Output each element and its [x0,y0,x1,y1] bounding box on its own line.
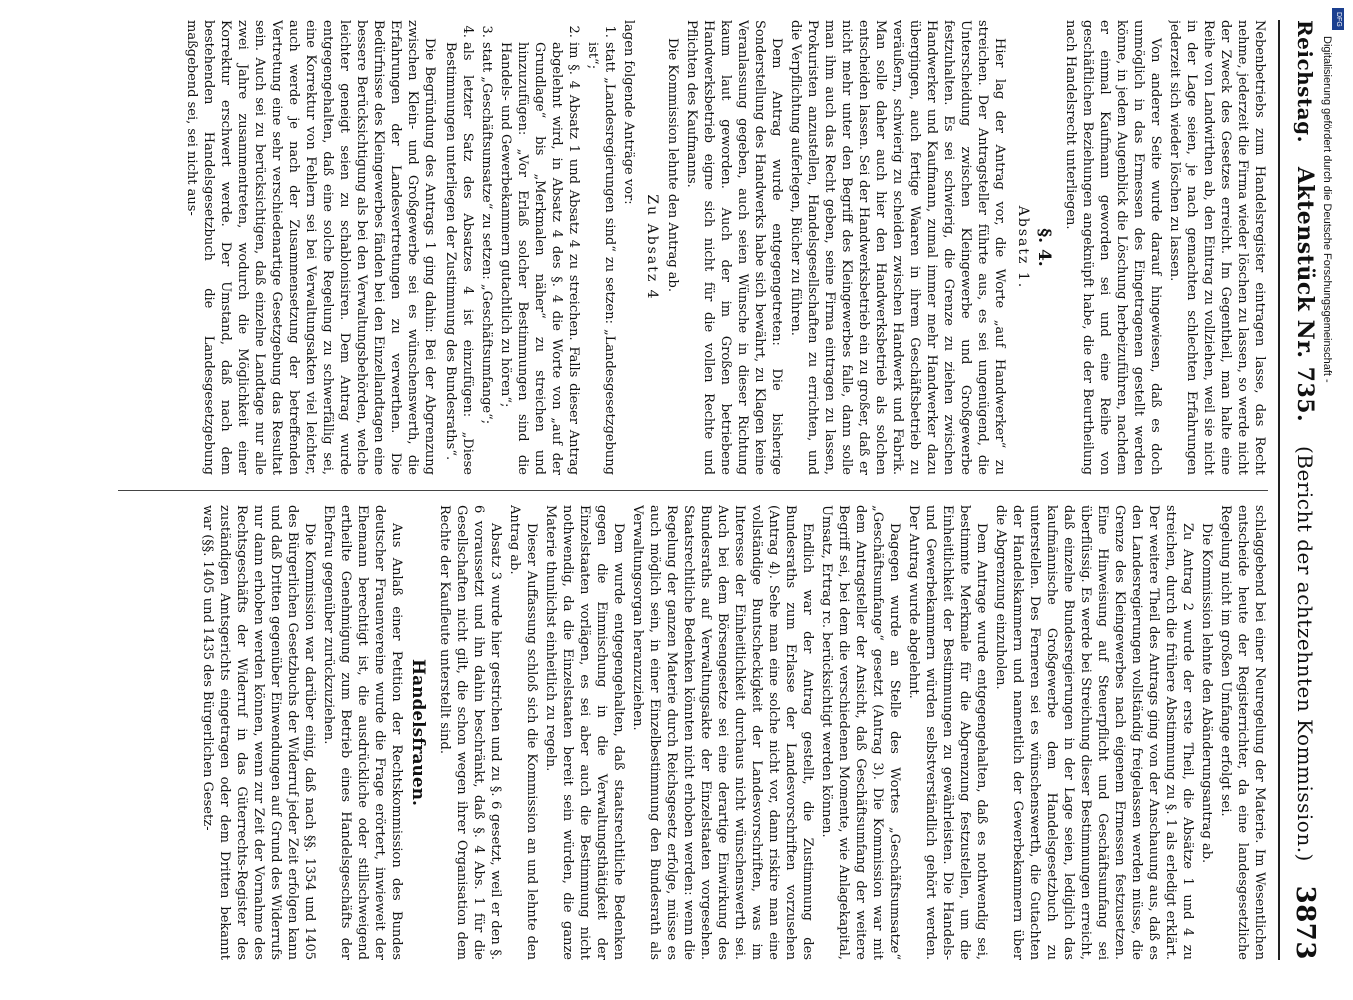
left-paragraph-7: Die Begründung des Antrags 1 ging dahin: Bei der Abgrenzung zwischen Klein- und Großgewerbe sei es wünschenswerth, die Erfahrungen der Landesvertretungen zu verwerthen. Die Bedürfnisse des Kleingewerbes fänden bei den Einzellandtagen eine bessere Berücksichtigung als bei den Verwaltungsbehörden, welche leichter geneigt seien zu schablonisiren. Dem Antrag wurde entgegengehalten, daß eine solche Regelung zu schwerfällig sei, eine Korrektur von Fehlern sei bei Verwaltungsakten viel leichter, auch werde je nach der Zusammensetzung der betreffenden Vertretung eine sehr verschiedenartige Gesetzgebung das Resultat sein. Auch sei zu berücksichtigen, daß einzelne Landtage nur alle zwei Jahre zusammentreten, wodurch die Möglichkeit einer Korrektur erschwert werde. Der Umstand, daß nach dem bestehenden Handelsgesetzbuch die Landesgesetzgebung maßgebend sei, sei nicht aus- [184,20,437,475]
right-paragraph-11: Die Kommission war darüber einig, daß nach §§. 1354 und 1405 des Bürgerlichen Gesetzbuchs der Widerruf jeder Zeit erfolgen kann und daß Dritten gegenüber Einwendungen auf Grund des Widerrufs nur dann erhoben werden können, wenn zur Zeit der Vornahme des Rechtsgeschäfts der Widerruf in das Güterrechts-Register des zuständigen Amtsgerichts eingetragen oder dem Dritten bekannt war (§§. 1405 und 1435 des Bürgerlichen Gesetz- [200,505,317,960]
left-paragraph-5: Die Kommission lehnte den Antrag ab. [665,38,680,293]
header-report-title: (Bericht der achtzehnten Kommission.) [1293,445,1317,862]
motions-list [442,20,618,475]
right-paragraph-5: Dagegen wurde an Stelle des Wortes „Geschäftsumsatze“ „Geschäftsumfange“ gesetzt (Antrag 3). Die Kommission war mit dem Antragsteller der Ansicht, daß Geschäftsumfang der weitere Begriff sei, bei dem die verschiedenen Momente, wie Anlagekapital, Umsatz, Ertrag rc. berücksichtigt werden können. [819,505,902,960]
list-item: 3. statt „Geschäftsumsatze“ zu setzen: „Geschäftsumfange“; [478,42,495,475]
section-heading-4: §. 4. [1034,228,1054,267]
right-paragraph-3: Zu Antrag 2 wurde der erste Theil, die Absätze 1 und 4 zu streichen, durch die frühere Abstimmung zu §. 1 als erledigt erklärt. Der weitere Theil des Antrags ging von der Anschauung aus, daß es den Landesregierungen vollständig freigelassen werden müsse, die Grenze des Kleingewerbes nach eigenem Ermessen festzusetzen. Eine Hinweisung auf Steuerpflicht und Geschäftsumfang sei überflüssig. Es werde bei Streichung dieser Bestimmungen erreicht, daß einzelne Bundesregierungen in der Lage seien, lediglich das kaufmännische Großgewerbe dem Handelsgesetzbuch zu unterstellen. Des Ferneren sei es wünschenswerth, die Gutachten der Handelskammern und namentlich der Gewerbekammern über die Abgrenzung einzuholen. [993,505,1195,960]
right-paragraph-10: Aus Anlaß einer Petition der Rechtskommission des Bundes deutscher Frauenvereine wurde die Frage erörtert, inwieweit der Ehemann berechtigt ist, die ausdrückliche oder stillschweigend ertheilte Genehmigung zum Betrieb eines Handelsgeschäfts der Ehefrau gegenüber zurückzuziehen. [321,505,404,960]
left-column [108,20,1268,475]
right-paragraph-1: schlaggebend bei einer Neuregelung der Materie. Im Wesentlichen entscheide heute der Registerrichter, da eine landesgesetzliche Regelung nicht im großen Umfange erfolgt sei. [1218,505,1267,960]
right-paragraph-8: Dieser Auffassung schloß sich die Kommission an und lehnte den Antrag ab. [507,505,539,960]
left-paragraph-4: Dem Antrag wurde entgegengetreten: Die bisherige Sonderstellung des Handwerks habe sich bewährt, zu Klagen keine Veranlassung gegeben, auch seien Wünsche in dieser Richtung kaum laut geworden. Auch der im Großen betriebene Handwerksbetrieb eigne sich nicht für die vollen Rechte und Pflichten des Kaufmanns. [684,20,784,475]
subsection-absatz-4: Zu Absatz 4 [644,194,660,301]
right-paragraph-7: Dem wurde entgegengehalten, daß staatsrechtliche Bedenken gegen die Einmischung in die Verwaltungsthätigkeit der Einzelstaaten vorlägen, es sei aber auch die Bestimmung nicht nothwendig, da die Einzelstaaten bereit sein würden, die ganze Materie thunlichst einheitlich zu regeln. [543,505,626,960]
header-page-number: 3873 [1290,885,1320,960]
rotated-page-content [30,20,1330,960]
list-item: 1. statt „Landesregierungen sind“ zu setzen: „Landesgesetzgebung ist“; [584,42,618,475]
list-item: 4. als letzter Satz des Absatzes 4 ist einzufügen: „Diese Bestimmungen unterliegen der Zustimmung des Bundesraths“. [442,42,476,475]
right-paragraph-4: Dem Antrage wurde entgegengehalten, daß es nothwendig sei, bestimmte Merkmale für die Abgrenzung festzustellen, um die Einheitlichkeit der Bestimmungen zu gewährleisten. Die Handels- und Gewerbekammern würden selbstverständlich gehört werden. Der Antrag wurde abgelehnt. [906,505,989,960]
digitization-credit [1321,36,1333,383]
right-paragraph-2: Die Kommission lehnte den Abänderungsantrag ab. [1199,523,1214,864]
subsection-absatz-1: Absatz 1. [1015,205,1031,290]
dfg-logo: DFG [1332,8,1344,30]
list-item: 2. im §. 4 Absatz 1 und Absatz 4 zu streichen. Falls dieser Antrag abgelehnt wird, in Absatz 4 des §. 4 die Worte von „auf der Grundlage“ bis „Merkmalen näher“ zu streichen und hinzuzufügen: „Vor Erlaß solcher Bestimmungen sind die Handels- und Gewerbekammern gutachtlich zu hören“; [497,42,582,475]
credit-text: Digitalisierung gefördert durch die Deutsche Forschungsgemeinschaft - [1321,36,1333,383]
left-paragraph-2: Von anderer Seite wurde darauf hingewiesen, daß es doch unmöglich in das Ermessen des Eingetragenen gestellt werden könne, in jedem Augenblick die Löschung herbeizuführen, nachdem er einmal Kaufmann geworden sei und eine Reihe von geschäftlichen Beziehungen angeknüpft habe, die der Beurtheilung nach Handelsrecht unterliegen. [1063,20,1163,475]
header-document-number: Aktenstück Nr. 735. [1292,166,1318,423]
right-column [108,505,1268,960]
column-divider [118,490,1268,491]
left-paragraph-1: Nebenbetriebs zum Handelsregister eintragen lasse, das Recht nehme, jederzeit die Firma wieder löschen zu lassen, so werde nicht der Zweck des Gesetzes erreicht. Im Gegentheil, man halte eine Reihe von Landwirthen ab, den Eintrag zu vollziehen, weil sie nicht in der Lage seien, je nach gemachten schlechten Erfahrungen jederzeit sich wieder löschen zu lassen. [1167,20,1267,475]
left-paragraph-3: Hier lag der Antrag vor, die Worte „auf Handwerker“ zu streichen. Der Antragsteller führte aus, es sei ungenügend, die Unterscheidung zwischen Kleingewerbe und Großgewerbe festzuhalten. Es sei schwierig, die Grenze zu ziehen zwischen Handwerker und Kaufmann, zumal immer mehr Handwerker dazu übergingen, auch fertige Waaren in ihrem Geschäftsbetrieb zu veräußern, schwierig zu scheiden zwischen Handwerk und Fabrik. Man solle daher auch hier den Handwerksbetrieb als solchen entscheiden lassen. Sei der Handwerksbetrieb ein zu großer, daß er nicht mehr unter den Begriff des Kleingewerbes falle, dann solle man ihm auch das Recht geben, seine Firma eintragen zu lassen, Prokuristen anzustellen, Handelsgesellschaften zu errichten, und die Verpflichtung auferlegen, Bücher zu führen. [788,20,1007,475]
right-paragraph-6: Endlich war der Antrag gestellt, die Zustimmung des Bundesraths zum Erlasse der Landesvorschriften vorzusehen (Antrag 4). Sehe man eine solche nicht vor, dann riskire man eine vollständige Buntscheckigkeit der Landesvorschriften, was im Interesse der Einheitlichkeit durchaus nicht wünschenswerth sei. Auch bei dem Börsengesetze sei eine derartige Einwirkung des Bundesraths auf Verwaltungsakte der Einzelstaaten vorgesehen. Staatsrechtliche Bedenken könnten nicht erhoben werden: wenn die Regelung der ganzen Materie durch Reichsgesetz erfolge, müsse es auch möglich sein, in einer Einzelbestimmung den Bundesrath als Verwaltungsorgan heranzuziehen. [630,505,815,960]
section-heading-handelsfrauen: Handelsfrauen. [408,659,428,806]
left-paragraph-6: lagen folgende Anträge vor: [621,20,636,205]
right-paragraph-9: Absatz 3 wurde hier gestrichen und zu §. 6 gesetzt, weil er den §. 6 voraussetzt und ihn dahin beschränkt, daß §. 4 Abs. 1 für die Gesellschaften nicht gilt, die schon wegen ihrer Organisation dem Rechte der Kaufleute unterstellt sind. [437,505,503,960]
header-chamber: Reichstag. [1293,20,1317,144]
